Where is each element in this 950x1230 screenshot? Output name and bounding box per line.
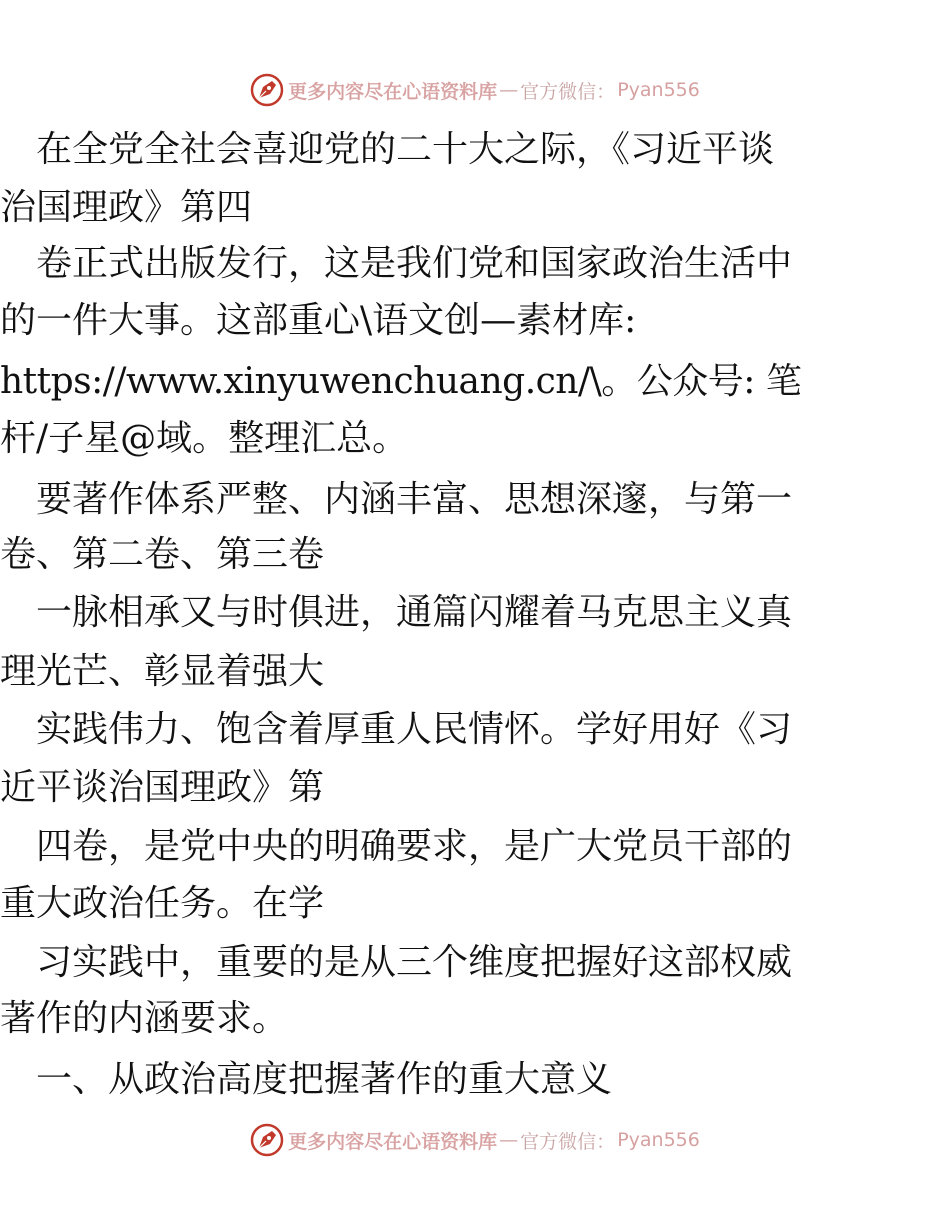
pen-nib-logo-icon bbox=[250, 73, 284, 107]
banner-slogan: 更多内容尽在心语资料库 bbox=[288, 80, 498, 103]
banner-colon: ： bbox=[596, 1130, 616, 1153]
body-line: 重大政治任务。在学 bbox=[0, 883, 325, 924]
footer-watermark-banner bbox=[0, 1120, 950, 1160]
banner-colon: ： bbox=[596, 80, 616, 103]
body-line: 的一件大事。这部重心\语文创—素材库: bbox=[0, 300, 637, 341]
body-line: 要著作体系严整、内涵丰富、思想深邃，与第一 bbox=[0, 479, 793, 520]
body-line: 实践伟力、饱含着厚重人民情怀。学好用好《习 bbox=[0, 709, 793, 750]
section-heading: 一、从政治高度把握著作的重大意义 bbox=[0, 1059, 613, 1100]
body-line: https://www.xinyuwenchuang.cn/\。公众号: 笔 bbox=[0, 361, 802, 402]
body-line: 在全党全社会喜迎党的二十大之际，《习近平谈 bbox=[0, 129, 775, 170]
body-line: 一脉相承又与时俱进，通篇闪耀着马克思主义真 bbox=[0, 592, 793, 633]
banner-account-label: 官方微信 bbox=[520, 80, 597, 103]
banner-account-id: Pyan556 bbox=[617, 79, 700, 101]
banner-separator: — bbox=[499, 1129, 519, 1151]
body-line: 著作的内涵要求。 bbox=[0, 998, 289, 1039]
body-line: 近平谈治国理政》第 bbox=[0, 767, 325, 808]
pen-nib-logo-icon bbox=[250, 1123, 284, 1157]
body-line: 四卷，是党中央的明确要求，是广大党员干部的 bbox=[0, 826, 793, 867]
banner-slogan: 更多内容尽在心语资料库 bbox=[288, 1130, 498, 1153]
body-line: 理光芒、彰显着强大 bbox=[0, 651, 325, 692]
body-line: 卷、第二卷、第三卷 bbox=[0, 534, 325, 575]
banner-account-id: Pyan556 bbox=[617, 1129, 700, 1151]
banner-separator: — bbox=[499, 79, 519, 101]
banner-account-label: 官方微信 bbox=[520, 1130, 597, 1153]
body-line: 习实践中，重要的是从三个维度把握好这部权威 bbox=[0, 942, 793, 983]
header-watermark-banner bbox=[0, 70, 950, 110]
body-line: 治国理政》第四 bbox=[0, 187, 253, 228]
body-line: 卷正式出版发行，这是我们党和国家政治生活中 bbox=[0, 243, 793, 284]
body-line: 杆/子星@域。整理汇总。 bbox=[0, 418, 409, 459]
